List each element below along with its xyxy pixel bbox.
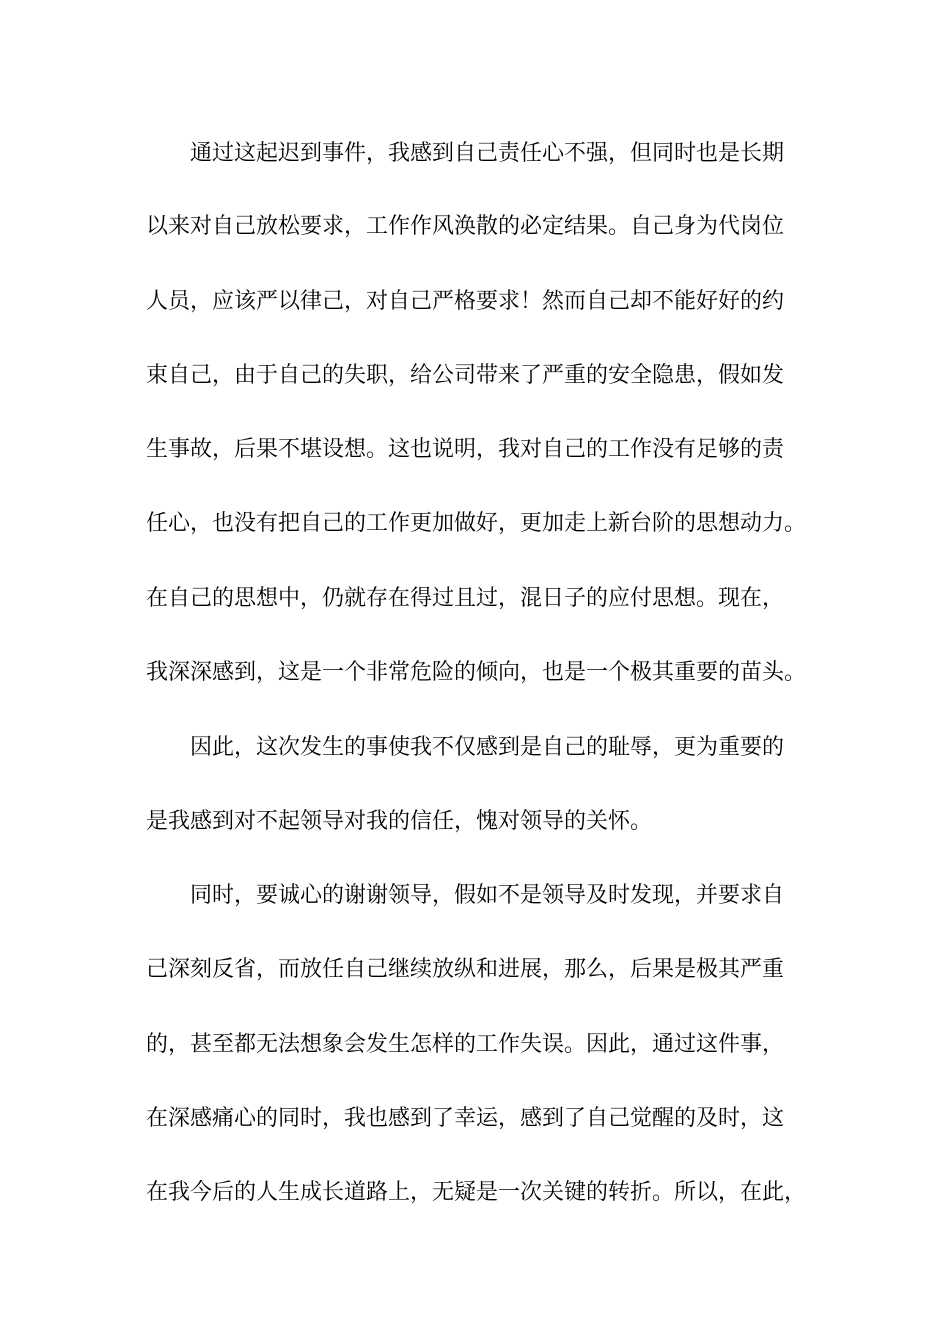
paragraph-3-line-2: 己深刻反省，而放任自己继续放纵和进展，那么，后果是极其严重 xyxy=(146,957,785,982)
paragraph-2-line-2: 是我感到对不起领导对我的信任，愧对领导的关怀。 xyxy=(146,809,653,834)
paragraph-1-line-4: 束自己，由于自己的失职，给公司带来了严重的安全隐患，假如发 xyxy=(146,363,785,388)
paragraph-3-line-3: 的，甚至都无法想象会发生怎样的工作失误。因此，通过这件事， xyxy=(146,1032,785,1057)
paragraph-2-line-1: 因此，这次发生的事使我不仅感到是自己的耻辱，更为重要的 xyxy=(190,735,785,760)
paragraph-3-line-5: 在我今后的人生成长道路上，无疑是一次关键的转折。所以，在此， xyxy=(146,1180,807,1205)
paragraph-1-line-5: 生事故，后果不堪设想。这也说明，我对自己的工作没有足够的责 xyxy=(146,437,785,462)
paragraph-1-line-2: 以来对自己放松要求，工作作风涣散的必定结果。自己身为代岗位 xyxy=(146,214,785,239)
paragraph-3-line-1: 同时，要诚心的谢谢领导，假如不是领导及时发现，并要求自 xyxy=(190,883,785,908)
paragraph-1-line-8: 我深深感到，这是一个非常危险的倾向，也是一个极其重要的苗头。 xyxy=(146,660,807,685)
paragraph-1-line-1: 通过这起迟到事件，我感到自己责任心不强，但同时也是长期 xyxy=(190,141,785,166)
paragraph-1-line-7: 在自己的思想中，仍就存在得过且过，混日子的应付思想。现在， xyxy=(146,586,785,611)
paragraph-1-line-6: 任心，也没有把自己的工作更加做好，更加走上新台阶的思想动力。 xyxy=(146,511,807,536)
paragraph-3-line-4: 在深感痛心的同时，我也感到了幸运，感到了自己觉醒的及时，这 xyxy=(146,1106,785,1131)
paragraph-1-line-3: 人员，应该严以律己，对自己严格要求！然而自己却不能好好的约 xyxy=(146,289,785,314)
